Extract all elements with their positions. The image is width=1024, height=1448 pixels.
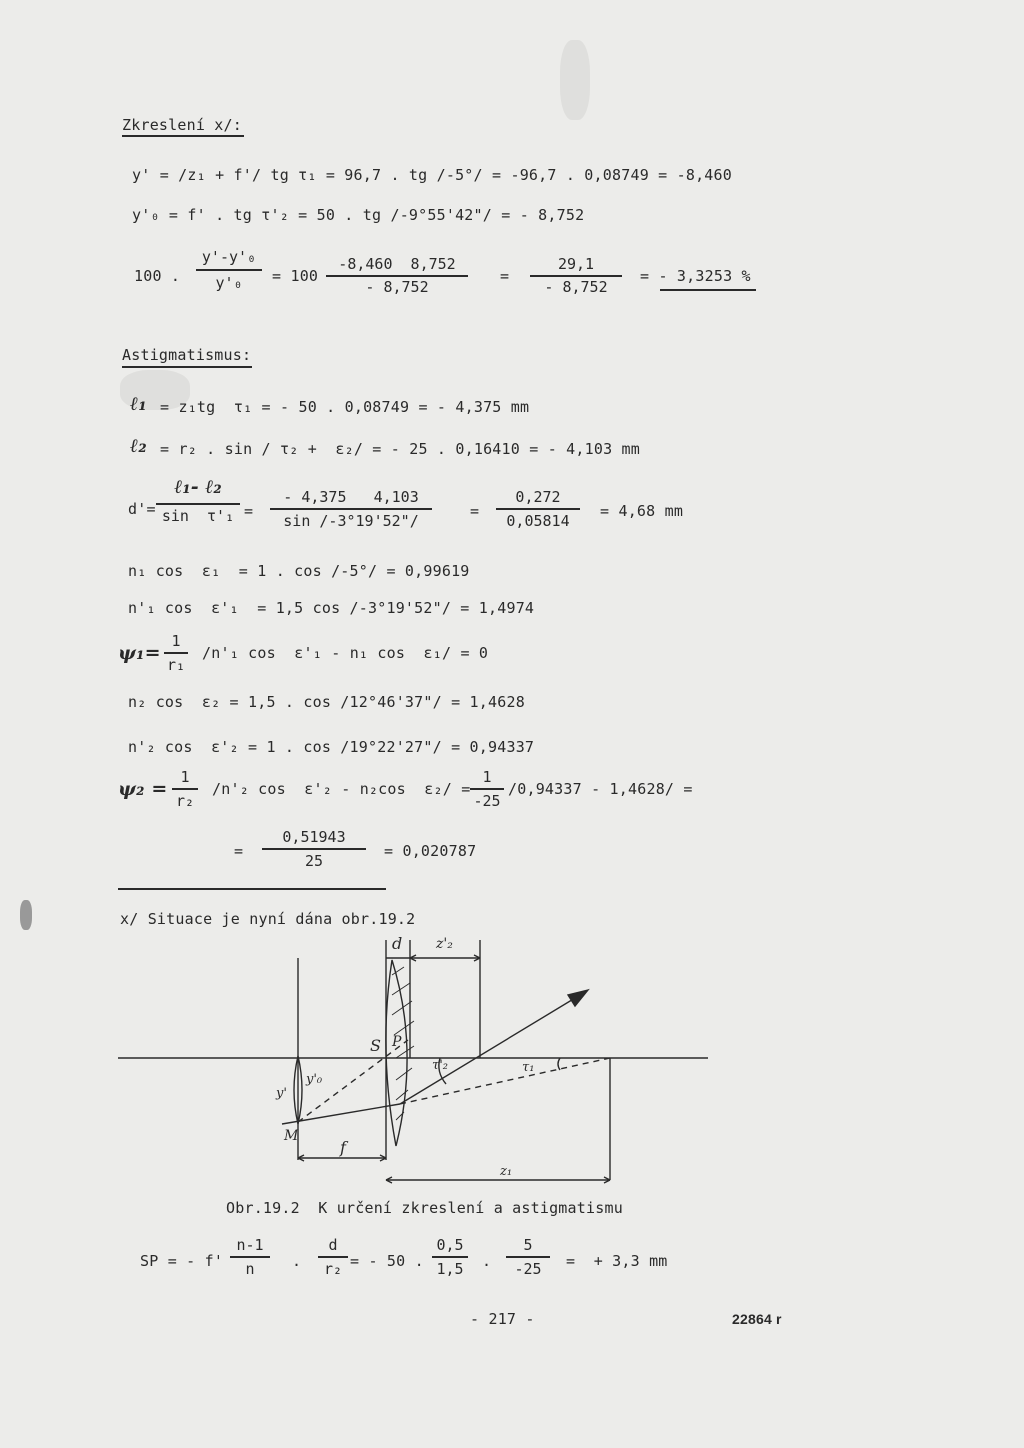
astigmatism-heading: Astigmatismus: [122, 346, 252, 364]
sp-mid: = - 50 . [350, 1252, 424, 1270]
page-number: - 217 - [470, 1310, 535, 1328]
distortion-heading: Zkreslení x/: [122, 116, 242, 134]
equals-100: = 100 [272, 267, 319, 285]
n2-prime-line: n'₂ cos ε'₂ = 1 . cos /19°22'27"/ = 0,94337 [128, 738, 535, 756]
ray-outgoing [400, 992, 585, 1104]
distortion-line-3-prefix: 100 . [134, 267, 181, 285]
label-d: d [392, 934, 403, 953]
d-prefix: d'= [128, 500, 156, 518]
label-f: f [340, 1138, 346, 1157]
footnote: x/ Situace je nyní dána obr.19.2 [120, 910, 416, 928]
label-P: P [392, 1034, 402, 1050]
label-z1: z₁ [500, 1164, 513, 1179]
sp-prefix: SP = - f' [140, 1252, 224, 1270]
psi2-equation: /n'₂ cos ε'₂ - n₂cos ε₂/ = [212, 780, 471, 798]
document-code: 22864 r [732, 1311, 782, 1327]
fraction: y'-y'₀ y'₀ [196, 248, 262, 298]
psi2-continuation: /0,94337 - 1,4628/ = [508, 780, 693, 798]
n2-line: n₂ cos ε₂ = 1,5 . cos /12°46'37"/ = 1,4628 [128, 693, 525, 711]
d-result: = 4,68 mm [600, 502, 684, 520]
fraction: 1 r₁ [164, 632, 188, 678]
dot: . [292, 1252, 302, 1270]
fraction: 5 -25 [506, 1236, 550, 1282]
equals-sign: = [244, 502, 254, 520]
equals-sign: = [500, 267, 510, 285]
label-S: S [370, 1036, 381, 1055]
fraction: 0,5 1,5 [432, 1236, 468, 1282]
fraction: - 4,375 4,103 sin /-3°19'52"/ [270, 488, 432, 534]
label-yp: y' [276, 1086, 287, 1101]
arrow-head [568, 990, 588, 1006]
distortion-line-2: y'₀ = f' . tg τ'₂ = 50 . tg /-9°55'42"/ = - 8,752 [132, 206, 585, 224]
l1-equation: = z₁tg τ₁ = - 50 . 0,08749 = - 4,375 mm [160, 398, 530, 416]
fraction: n-1 n [230, 1236, 270, 1282]
psi1-equation: /n'₁ cos ε'₁ - n₁ cos ε₁/ = 0 [202, 644, 489, 662]
distortion-result: = - 3,3253 % [640, 267, 751, 285]
fraction: 0,272 0,05814 [496, 488, 580, 534]
dot: . [482, 1252, 492, 1270]
l2-symbol: ℓ₂ [130, 435, 147, 457]
angle-arc [558, 1058, 560, 1070]
fraction: 1 r₂ [172, 768, 198, 814]
label-y0p: y'₀ [306, 1072, 323, 1087]
n1-prime-line: n'₁ cos ε'₁ = 1,5 cos /-3°19'52"/ = 1,4974 [128, 599, 535, 617]
equals-sign: = [234, 842, 244, 860]
figure-caption: Obr.19.2 K určení zkreslení a astigmatismu [226, 1199, 623, 1217]
fraction: 1 -25 [470, 768, 504, 814]
fraction: ℓ₁- ℓ₂ sin τ'₁ [156, 476, 240, 532]
label-tau2p: τ'₂ [432, 1058, 448, 1073]
l2-equation: = r₂ . sin / τ₂ + ε₂/ = - 25 . 0,16410 = - 4,103 mm [160, 440, 640, 458]
psi2-result: = 0,020787 [384, 842, 477, 860]
l1-symbol: ℓ₁ [130, 393, 147, 415]
psi1-symbol: ψ₁= [118, 642, 161, 664]
distortion-line-1: y' = /z₁ + f'/ tg τ₁ = 96,7 . tg /-5°/ = -96,7 . 0,08749 = -8,460 [132, 166, 732, 184]
fraction: 0,51943 25 [262, 828, 366, 874]
label-z2p: z'₂ [436, 936, 453, 952]
sp-result: = + 3,3 mm [566, 1252, 668, 1270]
fraction: 29,1 - 8,752 [530, 255, 622, 301]
n1-line: n₁ cos ε₁ = 1 . cos /-5°/ = 0,99619 [128, 562, 470, 580]
fraction: -8,460 8,752 - 8,752 [326, 255, 468, 301]
fraction: d r₂ [318, 1236, 348, 1282]
label-M: M [284, 1128, 299, 1144]
psi2-symbol: ψ₂ = [118, 778, 168, 800]
label-tau1: τ₁ [522, 1060, 535, 1075]
equals-sign: = [470, 502, 480, 520]
